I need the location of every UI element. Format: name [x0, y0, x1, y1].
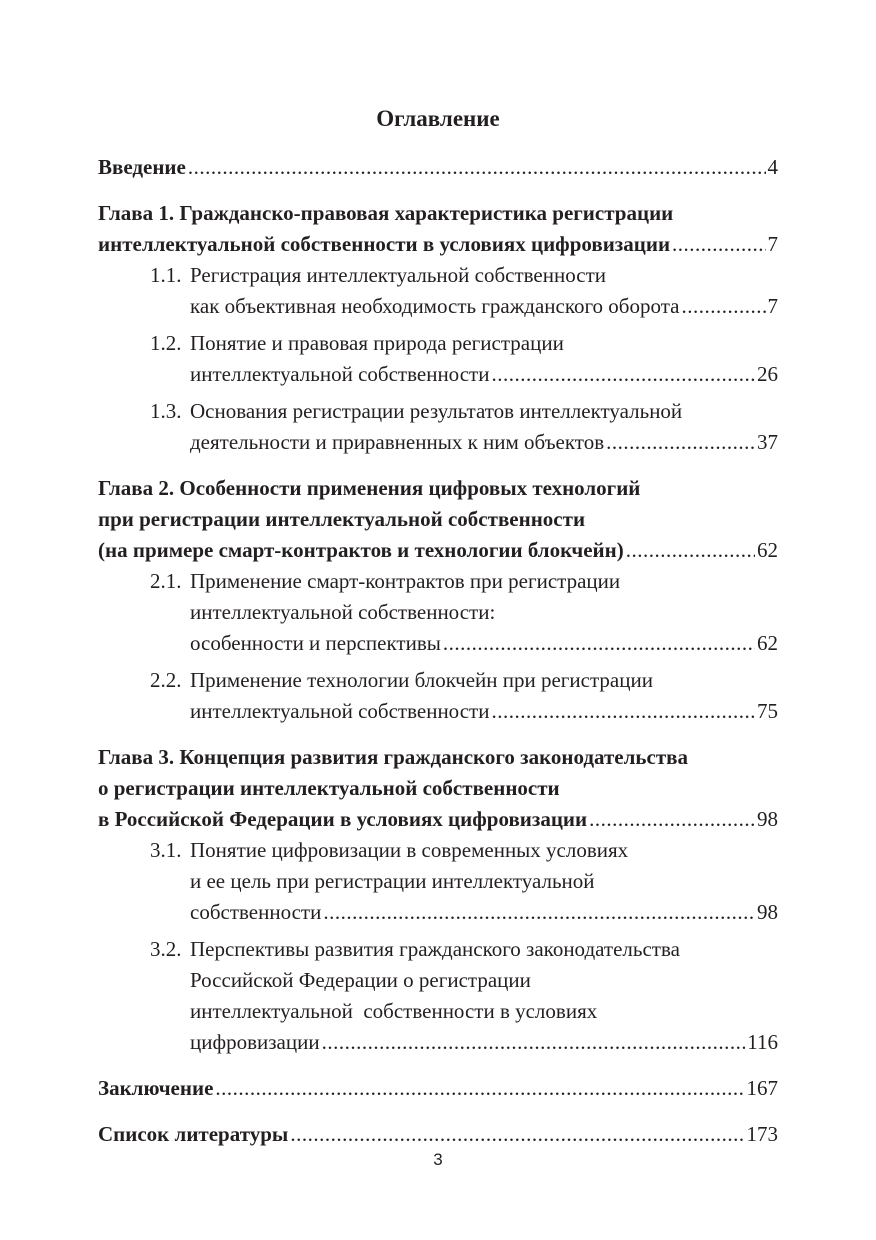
dot-leader	[606, 427, 755, 458]
toc-entry-title-line: Понятие и правовая природа регистрации	[190, 331, 564, 355]
toc-entry-title-line: интеллектуальной собственности:	[190, 600, 496, 624]
toc-entry-title-line: Российской Федерации о регистрации	[190, 968, 531, 992]
toc-entry-chapter-2[interactable]	[98, 473, 778, 566]
toc-entry-title-line: интеллектуальной собственности	[190, 362, 490, 386]
toc-entry-title-line: Применение смарт-контрактов при регистрации	[190, 569, 621, 593]
toc-entry-title-line: собственности	[190, 900, 322, 924]
page-number: 3	[433, 1150, 443, 1169]
toc-entry-title-line: интеллектуальной собственности в условиях цифровизации	[98, 232, 671, 256]
toc-entry-section-2-2[interactable]	[98, 665, 778, 727]
section-number: 1.1.	[150, 263, 182, 287]
dot-leader	[443, 628, 755, 659]
toc-entry-title-line: интеллектуальной собственности в условиях	[190, 999, 598, 1023]
dot-leader	[323, 897, 755, 928]
dot-leader	[188, 152, 766, 183]
toc-entry-chapter-1[interactable]	[98, 198, 778, 260]
toc-page-number: 7	[767, 294, 778, 318]
section-number: 3.2.	[150, 937, 182, 961]
toc-entry-title-line: Основания регистрации результатов интеллектуальной	[190, 399, 683, 423]
toc-page-number: 173	[746, 1122, 778, 1146]
dot-leader	[672, 229, 765, 260]
dot-leader	[322, 1027, 746, 1058]
section-number: 1.2.	[150, 331, 182, 355]
dot-leader	[589, 804, 755, 835]
toc-entry-title-line: Регистрация интеллектуальной собственности	[190, 263, 606, 287]
toc-entry-section-3-1[interactable]	[98, 835, 778, 928]
toc-page-number: 98	[757, 807, 778, 831]
toc-page-number: 116	[747, 1030, 778, 1054]
toc-entry-references[interactable]	[98, 1119, 778, 1150]
toc-entry-title-line: в Российской Федерации в условиях цифровизации	[98, 807, 588, 831]
toc-entry-section-1-1[interactable]	[98, 260, 778, 322]
toc-page-number: 62	[757, 631, 778, 655]
toc-entry-section-3-2[interactable]	[98, 934, 778, 1058]
toc-entry-section-2-1[interactable]	[98, 566, 778, 659]
toc-entry-title-line: цифровизации	[190, 1030, 320, 1054]
toc-entry-title: Введение	[98, 155, 186, 179]
section-number: 2.1.	[150, 569, 182, 593]
toc-entry-conclusion[interactable]	[98, 1073, 778, 1104]
toc-entry-title-line: Применение технологии блокчейн при регистрации	[190, 668, 653, 692]
section-number: 3.1.	[150, 838, 182, 862]
toc-page-number: 167	[746, 1076, 778, 1100]
toc-entry-title-line: Глава 3. Концепция развития гражданского законодательства	[98, 745, 688, 769]
toc-page-number: 37	[757, 430, 778, 454]
toc-entry-title-line: деятельности и приравненных к ним объектов	[190, 430, 605, 454]
toc-entry-title: Заключение	[98, 1076, 214, 1100]
table-of-contents	[98, 152, 778, 1150]
toc-entry-title-line: Глава 2. Особенности применения цифровых технологий	[98, 476, 641, 500]
toc-page-number: 62	[757, 538, 778, 562]
toc-entry-title: Список литературы	[98, 1122, 289, 1146]
toc-page-number: 98	[757, 900, 778, 924]
toc-entry-chapter-3[interactable]	[98, 742, 778, 835]
toc-entry-title-line: о регистрации интеллектуальной собственности	[98, 776, 560, 800]
dot-leader	[491, 696, 755, 727]
dot-leader	[290, 1119, 744, 1150]
toc-entry-title-line: при регистрации интеллектуальной собственности	[98, 507, 586, 531]
section-number: 2.2.	[150, 668, 182, 692]
toc-page-number: 4	[767, 155, 778, 179]
toc-entry-title-line: Понятие цифровизации в современных условиях	[190, 838, 629, 862]
toc-entry-title-line: интеллектуальной собственности	[190, 699, 490, 723]
toc-page-number: 75	[757, 699, 778, 723]
toc-entry-section-1-3[interactable]	[98, 396, 778, 458]
toc-entry-section-1-2[interactable]	[98, 328, 778, 390]
dot-leader	[626, 535, 755, 566]
toc-page-number: 26	[757, 362, 778, 386]
toc-entry-title-line: и ее цель при регистрации интеллектуальной	[190, 869, 595, 893]
dot-leader	[681, 291, 765, 322]
section-number: 1.3.	[150, 399, 182, 423]
toc-entry-title-line: Перспективы развития гражданского законодательства	[190, 937, 680, 961]
toc-entry-title-line: особенности и перспективы	[190, 631, 441, 655]
toc-entry-title-line: (на примере смарт-контрактов и технологии блокчейн)	[98, 538, 624, 562]
toc-entry-title-line: как объективная необходимость гражданского оборота	[190, 294, 680, 318]
dot-leader	[491, 359, 755, 390]
toc-page-number: 7	[767, 232, 778, 256]
toc-entry-title-line: Глава 1. Гражданско-правовая характеристика регистрации	[98, 201, 674, 225]
dot-leader	[215, 1073, 744, 1104]
toc-title: Оглавление	[376, 106, 500, 131]
toc-entry-introduction[interactable]	[98, 152, 778, 183]
